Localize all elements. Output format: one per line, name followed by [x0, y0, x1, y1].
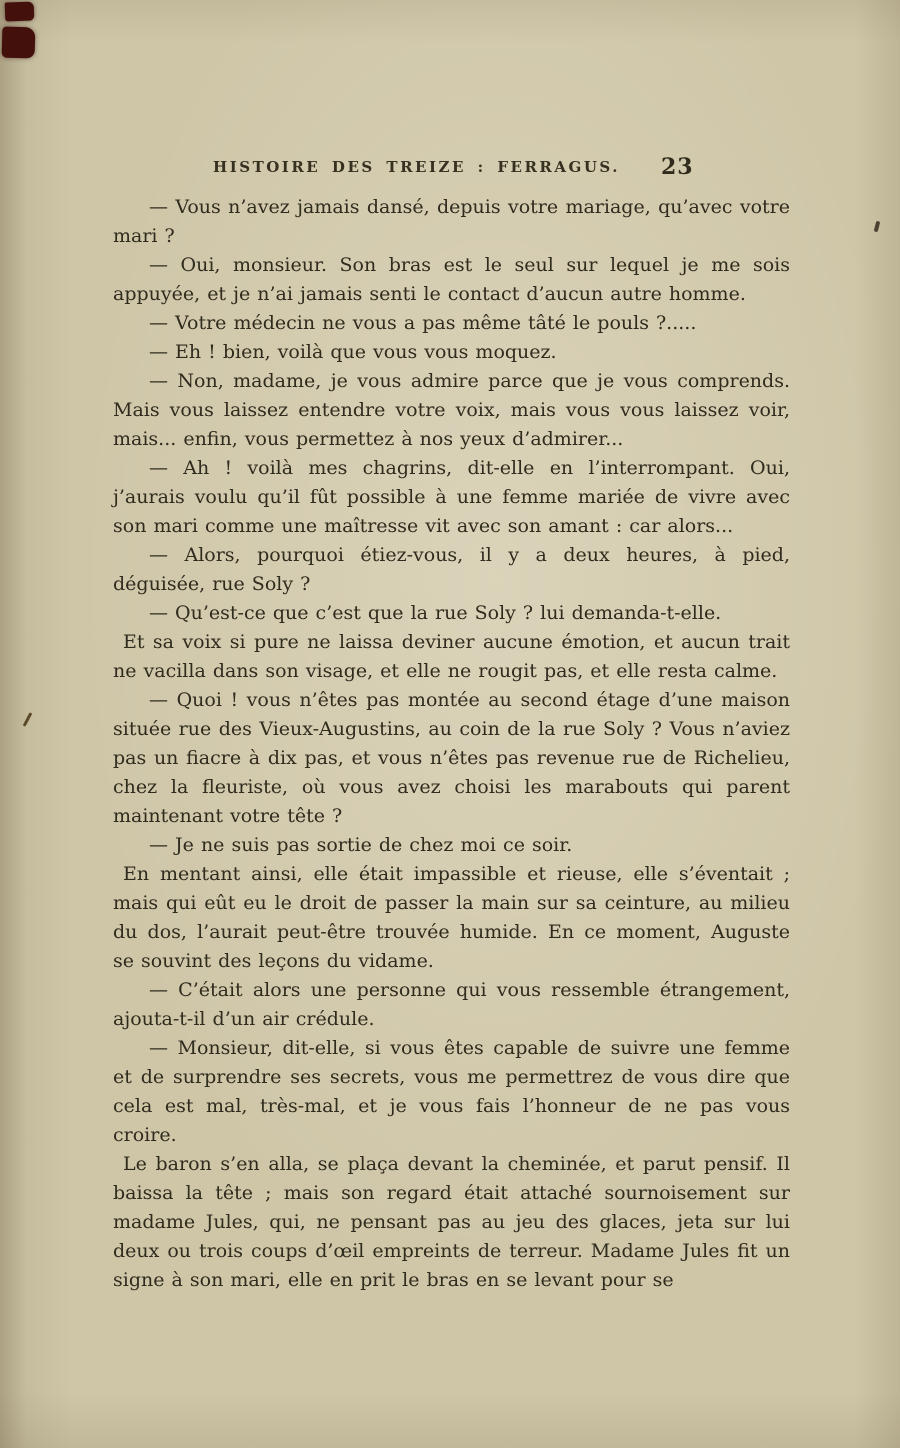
paragraph: — Votre médecin ne vous a pas même tâté le pouls ?..... [149, 312, 697, 334]
paragraph: — Non, madame, je vous admire parce que je vous comprends. Mais vous laissez entendre votre voix, mais vous vous laissez voir, mais... enfin, vous permettez à nos yeux d’admirer... [113, 370, 790, 450]
paragraph: — Je ne suis pas sortie de chez moi ce soir. [149, 834, 573, 856]
paragraph: — Monsieur, dit-elle, si vous êtes capable de suivre une femme et de surprendre ses secrets, vous me permettrez de vous dire que cela est mal, très-mal, et je vous fais l’honneur de ne pas vous croire. [113, 1037, 790, 1146]
text-column [113, 154, 790, 1295]
paragraph: — C’était alors une personne qui vous ressemble étrangement, ajouta-t-il d’un air crédule. [113, 979, 790, 1030]
paragraph: — Alors, pourquoi étiez-vous, il y a deux heures, à pied, déguisée, rue Soly ? [113, 544, 790, 595]
scan-artifact [2, 27, 36, 59]
paragraph: Le baron s’en alla, se plaça devant la cheminée, et parut pensif. Il baissa la tête ; mais son regard était attaché sournoisement sur madame Jules, qui, ne pensant pas au jeu des glaces, jeta sur lui deux ou trois coups d’œil empreints de terreur. Madame Jules fit un signe à son mari, elle en prit le bras en se levant pour se [113, 1153, 790, 1291]
running-head [113, 154, 790, 190]
page-number: 23 [661, 154, 694, 180]
paragraph: — Vous n’avez jamais dansé, depuis votre mariage, qu’avec votre mari ? [113, 196, 790, 247]
paragraph: En mentant ainsi, elle était impassible et rieuse, elle s’éventait ; mais qui eût eu le droit de passer la main sur sa ceinture, au milieu du dos, l’aurait peut-être trouvée humide. En ce moment, Auguste se souvint des leçons du vidame. [113, 863, 790, 972]
paragraph: — Ah ! voilà mes chagrins, dit-elle en l’interrompant. Oui, j’aurais voulu qu’il fût possible à une femme mariée de vivre avec son mari comme une maîtresse vit avec son amant : car alors... [113, 457, 790, 537]
scan-artifact [874, 221, 881, 233]
running-header-title: HISTOIRE DES TREIZE : FERRAGUS. [213, 158, 620, 176]
paragraph: — Eh ! bien, voilà que vous vous moquez. [149, 341, 557, 363]
paragraph: Et sa voix si pure ne laissa deviner aucune émotion, et aucun trait ne vacilla dans son visage, et elle ne rougit pas, et elle resta calme. [113, 631, 790, 682]
body-text [113, 193, 790, 1295]
scan-artifact [23, 712, 33, 727]
paragraph: — Qu’est-ce que c’est que la rue Soly ? lui demanda-t-elle. [149, 602, 722, 624]
scan-artifact [5, 1, 35, 21]
paragraph: — Oui, monsieur. Son bras est le seul sur lequel je me sois appuyée, et je n’ai jamais senti le contact d’aucun autre homme. [113, 254, 790, 305]
paragraph: — Quoi ! vous n’êtes pas montée au second étage d’une maison située rue des Vieux-Augustins, au coin de la rue Soly ? Vous n’aviez pas un fiacre à dix pas, et vous n’êtes pas revenue rue de Richelieu, chez la fleuriste, où vous avez choisi les marabouts qui parent maintenant votre tête ? [113, 689, 790, 827]
